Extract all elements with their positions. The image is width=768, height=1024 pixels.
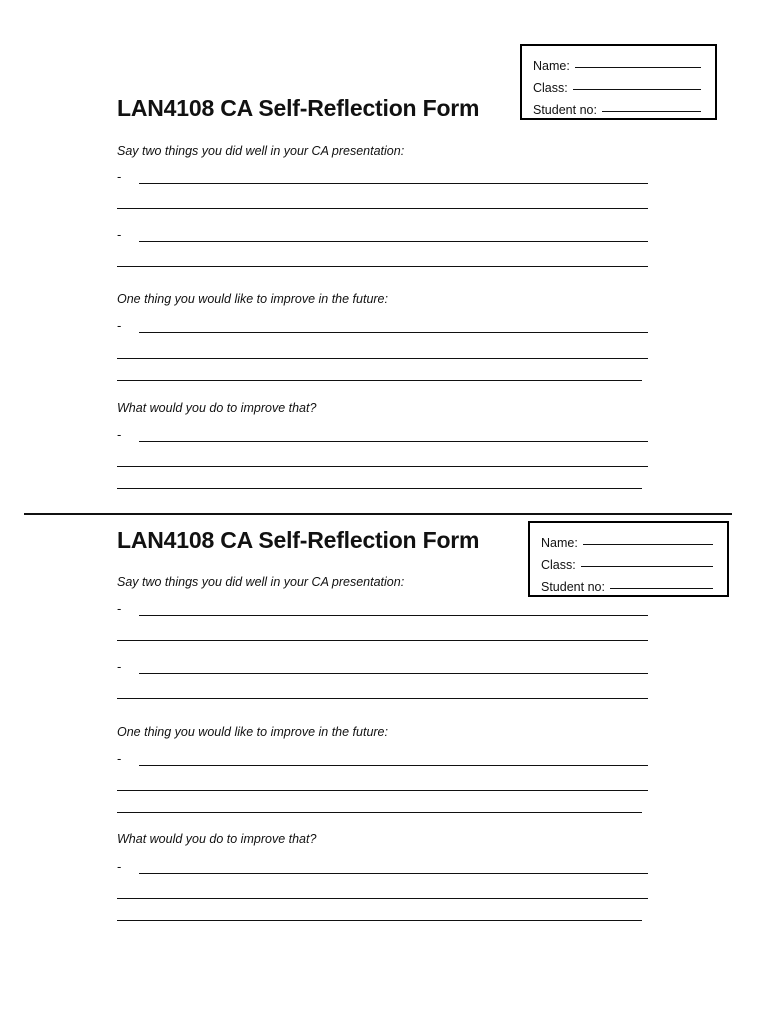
did-well-prompt: Say two things you did well in your CA presentation: [117,144,405,158]
answer-line[interactable] [117,208,648,209]
did-well-prompt: Say two things you did well in your CA presentation: [117,575,405,589]
name-field-row[interactable] [541,528,727,550]
answer-line[interactable] [139,183,648,184]
student-no-label: Student no: [541,580,605,594]
bullet-dash: - [117,227,122,242]
how-prompt: What would you do to improve that? [117,401,317,415]
bullet-dash: - [117,169,122,184]
name-blank[interactable] [575,67,701,68]
student-no-blank[interactable] [602,111,701,112]
info-box [528,521,729,597]
bullet-dash: - [117,859,122,874]
cut-divider-line [24,513,732,515]
answer-line[interactable] [117,790,648,791]
answer-line[interactable] [117,358,648,359]
name-label: Name: [533,59,570,73]
class-blank[interactable] [581,566,713,567]
answer-line[interactable] [117,640,648,641]
answer-line[interactable] [117,812,642,813]
form-title: LAN4108 CA Self-Reflection Form [117,95,480,121]
student-no-field-row[interactable] [533,95,715,117]
bullet-dash: - [117,318,122,333]
class-field-row[interactable] [541,550,727,572]
student-no-field-row[interactable] [541,572,727,594]
student-no-label: Student no: [533,103,597,117]
name-blank[interactable] [583,544,713,545]
info-box [520,44,717,120]
answer-line[interactable] [117,488,642,489]
answer-line[interactable] [139,441,648,442]
class-label: Class: [533,81,568,95]
answer-line[interactable] [117,380,642,381]
bullet-dash: - [117,601,122,616]
answer-line[interactable] [139,673,648,674]
name-field-row[interactable] [533,51,715,73]
how-prompt: What would you do to improve that? [117,832,317,846]
improve-prompt: One thing you would like to improve in the future: [117,725,388,739]
class-field-row[interactable] [533,73,715,95]
form-title: LAN4108 CA Self-Reflection Form [117,527,480,553]
answer-line[interactable] [139,241,648,242]
answer-line[interactable] [139,765,648,766]
bullet-dash: - [117,427,122,442]
answer-line[interactable] [117,898,648,899]
class-label: Class: [541,558,576,572]
answer-line[interactable] [139,615,648,616]
bullet-dash: - [117,659,122,674]
answer-line[interactable] [139,332,648,333]
student-no-blank[interactable] [610,588,713,589]
answer-line[interactable] [139,873,648,874]
answer-line[interactable] [117,698,648,699]
class-blank[interactable] [573,89,701,90]
answer-line[interactable] [117,466,648,467]
improve-prompt: One thing you would like to improve in the future: [117,292,388,306]
bullet-dash: - [117,751,122,766]
answer-line[interactable] [117,920,642,921]
answer-line[interactable] [117,266,648,267]
name-label: Name: [541,536,578,550]
